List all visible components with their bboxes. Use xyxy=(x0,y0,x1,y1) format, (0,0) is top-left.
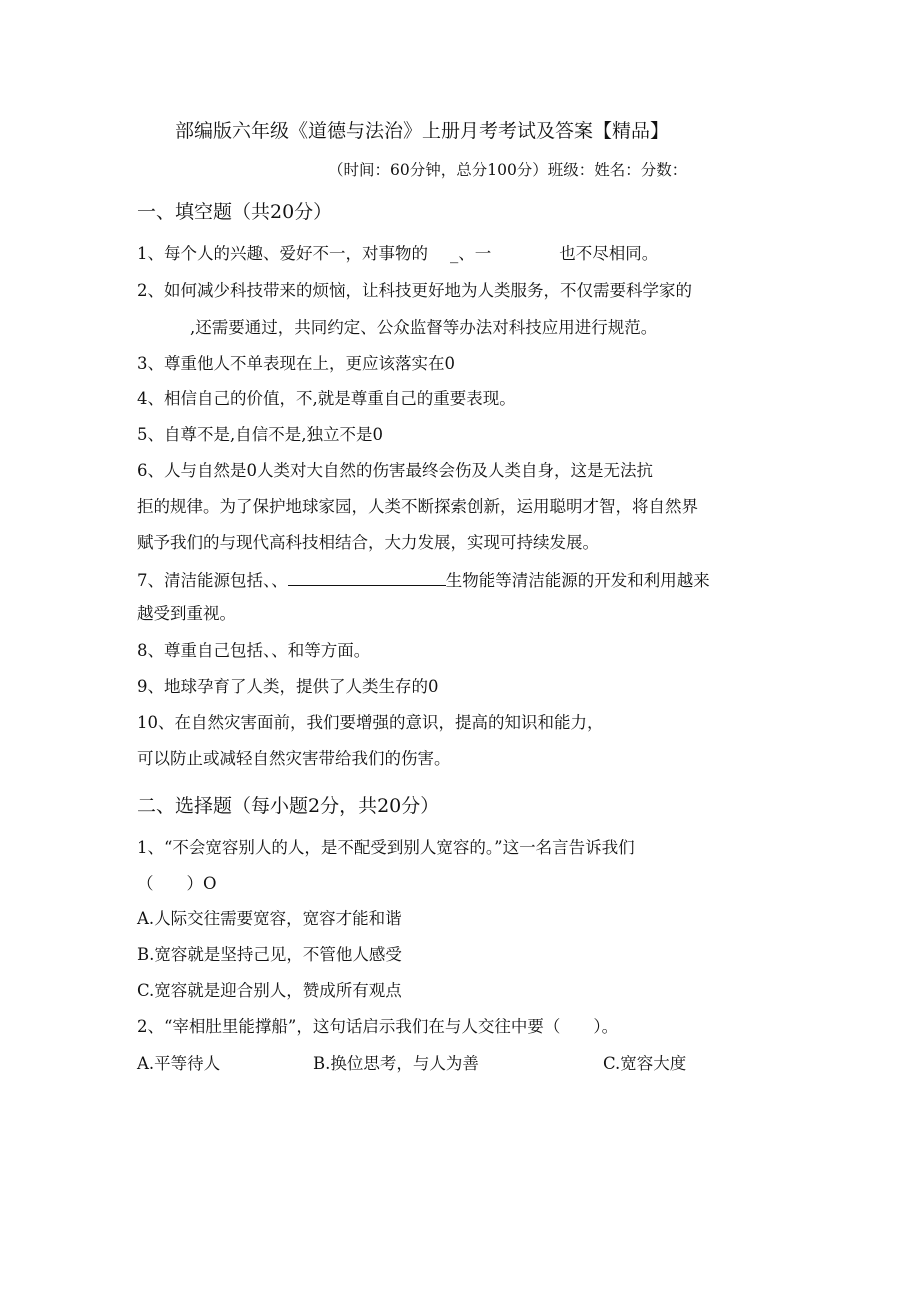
mc-question-2: 2、“宰相肚里能撑船”，这句话启示我们在与人交往中要（ ）。 xyxy=(137,1017,619,1036)
page-title: 部编版六年级《道德与法治》上册月考考试及答案【精品】 xyxy=(175,120,670,142)
section-heading-fill-in: 一、填空题（共20分） xyxy=(137,201,333,223)
answer-blank xyxy=(288,571,446,586)
question-6-line-2: 拒的规律。为了保护地球家园，人类不断探索创新，运用聪明才智，将自然界 xyxy=(137,497,698,516)
question-5: 5、自尊不是,自信不是,独立不是0 xyxy=(137,425,383,444)
question-9: 9、地球孕育了人类，提供了人类生存的0 xyxy=(137,677,439,696)
question-1 xyxy=(137,246,658,263)
question-1-part-b: _、一 xyxy=(450,244,492,263)
question-6-line-1: 6、人与自然是0人类对大自然的伤害最终会伤及人类自身，这是无法抗 xyxy=(137,461,653,480)
question-10-line-1: 10、在自然灾害面前，我们要增强的意识，提高的知识和能力， xyxy=(137,713,604,732)
question-8: 8、尊重自己包括、、和等方面。 xyxy=(137,641,371,660)
exam-info: （时间：60分钟，总分100分）班级：姓名：分数： xyxy=(328,161,688,179)
mc-question-2-option-b: B.换位思考，与人为善 xyxy=(313,1054,479,1073)
question-6-line-3: 赋予我们的与现代高科技相结合，大力发展，实现可持续发展。 xyxy=(137,533,599,552)
mc-question-1-line-2: （ ）O xyxy=(137,874,217,893)
question-10-line-2: 可以防止或减轻自然灾害带给我们的伤害。 xyxy=(137,749,451,768)
question-7-line-1 xyxy=(137,571,710,590)
question-7-line-2: 越受到重视。 xyxy=(137,604,236,623)
question-7-part-b: 生物能等清洁能源的开发和利用越来 xyxy=(445,571,710,590)
mc-question-1-option-a: A.人际交往需要宽容，宽容才能和谐 xyxy=(137,909,402,928)
mc-question-1-option-c: C.宽容就是迎合别人，赞成所有观点 xyxy=(137,981,402,1000)
question-3: 3、尊重他人不单表现在上，更应该落实在0 xyxy=(137,354,455,373)
question-4: 4、相信自己的价值，不,就是尊重自己的重要表现。 xyxy=(137,389,516,408)
question-2-line-2: ,还需要通过，共同约定、公众监督等办法对科技应用进行规范。 xyxy=(190,318,658,337)
mc-question-1-line-1: 1、“不会宽容别人的人，是不配受到别人宽容的。”这一名言告诉我们 xyxy=(137,838,635,857)
question-7-part-a: 7、清洁能源包括、、 xyxy=(137,571,288,590)
mc-question-2-option-c: C.宽容大度 xyxy=(603,1054,687,1073)
question-2-line-1: 2、如何减少科技带来的烦恼，让科技更好地为人类服务，不仅需要科学家的 xyxy=(137,281,692,300)
question-1-part-c: 也不尽相同。 xyxy=(559,244,659,263)
question-1-part-a: 1、每个人的兴趣、爱好不一，对事物的 xyxy=(137,244,428,263)
section-heading-multiple-choice: 二、选择题（每小题2分，共20分） xyxy=(137,795,440,817)
mc-question-2-option-a: A.平等待人 xyxy=(137,1054,221,1073)
mc-question-1-option-b: B.宽容就是坚持己见，不管他人感受 xyxy=(137,945,402,964)
